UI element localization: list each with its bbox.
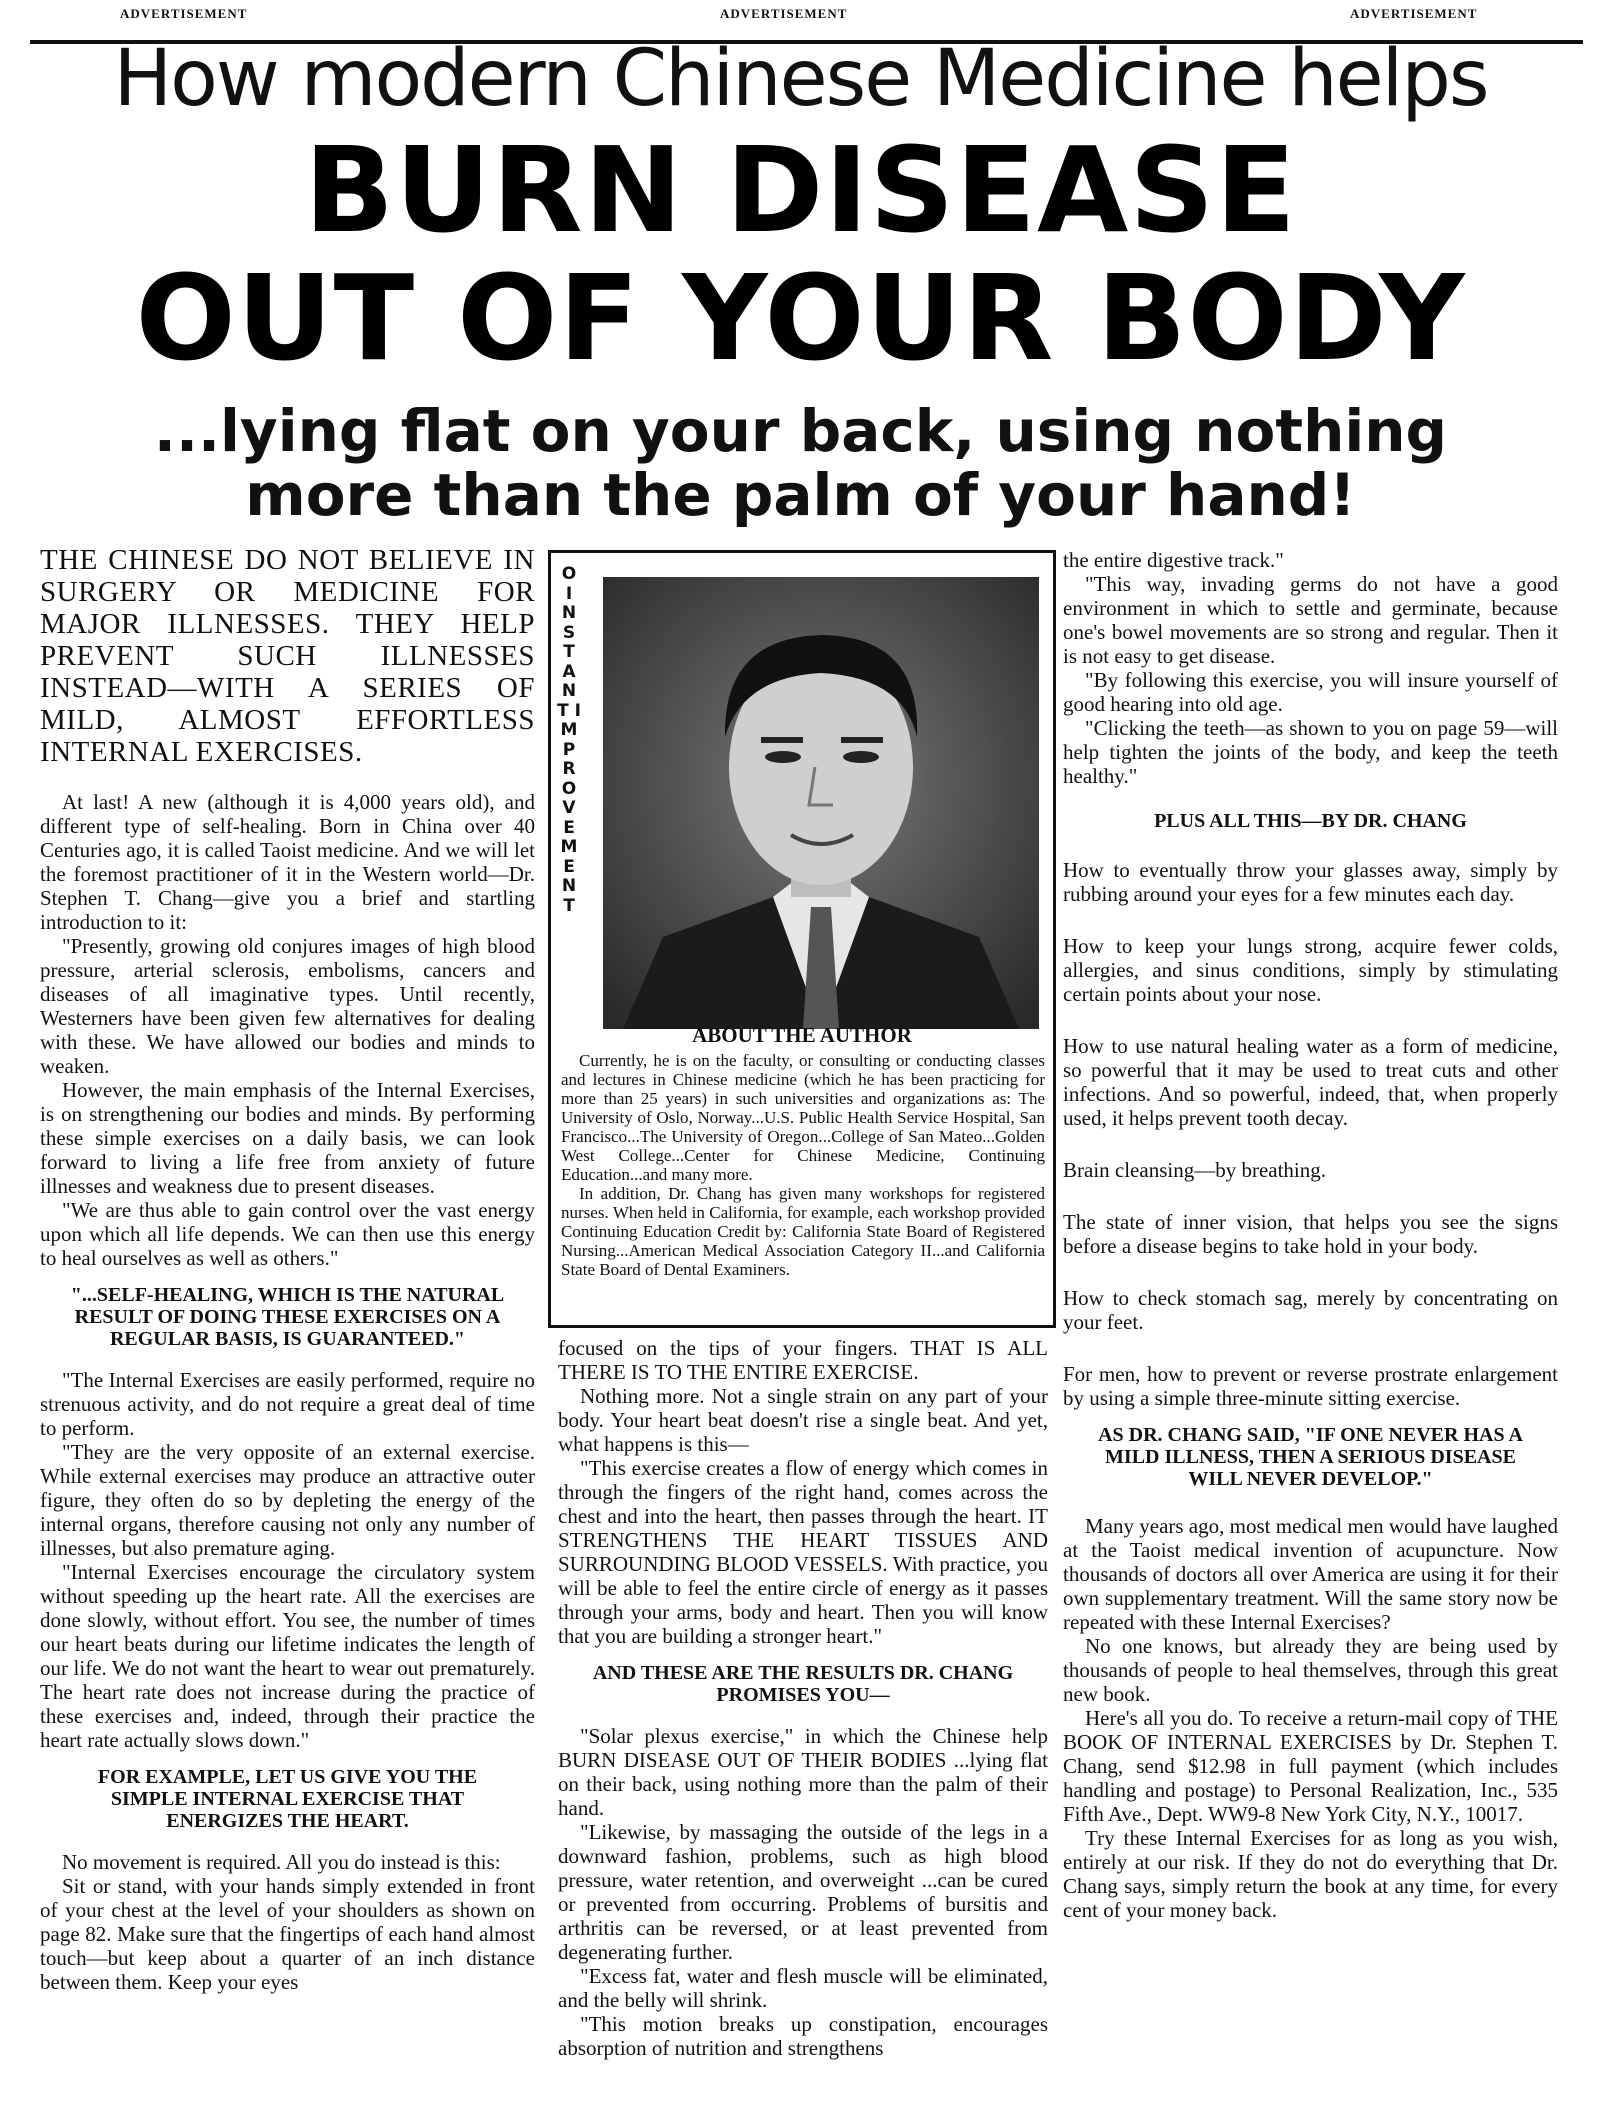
list-item: Brain cleansing—by breathing. bbox=[1063, 1158, 1327, 1182]
paragraph: "Likewise, by massaging the outside of the legs in a downward fashion, problems, such as high blood pressure, water retention, and overweight ...can be cured or prevented from occurring. Problems of bursitis and arthritis can be reversed, or at least prevented from degenerating further. bbox=[558, 1820, 1048, 1964]
intro-caps: THE CHINESE DO NOT BELIEVE IN SURGERY OR MEDICINE FOR MAJOR ILLNESSES. THEY HELP PREVENT SUCH ILLNESSES INSTEAD—WITH A SERIES OF MILD, ALMOST EFFORTLESS INTERNAL EXERCISES. bbox=[40, 544, 535, 768]
subheading: AND THESE ARE THE RESULTS DR. CHANG PROMISES YOU— bbox=[592, 1662, 1014, 1706]
paragraph: Currently, he is on the faculty, or consulting or conducting classes and lectures in Chinese medicine (which he has been practicing for more than 25 years) in such universities and organizations as: The University of Oslo, Norway...U.S. Public Health Service Hospital, San Francisco...The University of Oregon...College of San Mateo...Golden West College...Center for Chinese Medicine, Continuing Education...and many more. bbox=[561, 1051, 1045, 1184]
paragraph: "We are thus able to gain control over the vast energy upon which all life depends. We can then use this energy to heal ourselves as well as others." bbox=[40, 1198, 535, 1270]
paragraph: "Clicking the teeth—as shown to you on page 59—will help tighten the joints of the body, and keep the teeth healthy." bbox=[1063, 716, 1558, 788]
list-item: How to eventually throw your glasses away, simply by rubbing around your eyes for a few minutes each day. bbox=[1063, 858, 1558, 906]
paragraph: "They are the very opposite of an external exercise. While external exercises may produce an attractive outer figure, they often do so by depleting the energy of the internal organs, therefore causing not only any number of illnesses, but also premature aging. bbox=[40, 1440, 535, 1560]
author-portrait-image bbox=[603, 577, 1039, 1029]
subheading: FOR EXAMPLE, LET US GIVE YOU THE SIMPLE INTERNAL EXERCISE THAT ENERGIZES THE HEART. bbox=[97, 1766, 478, 1832]
paragraph: No one knows, but already they are being used by thousands of people to heal themselves, through this great new book. bbox=[1063, 1634, 1558, 1706]
list-item: For men, how to prevent or reverse prostrate enlargement by using a simple three-minute sitting exercise. bbox=[1063, 1362, 1558, 1410]
subheadline-line2: more than the palm of your hand! bbox=[245, 461, 1356, 529]
ad-label-center: ADVERTISEMENT bbox=[720, 6, 848, 21]
paragraph: "This motion breaks up constipation, encourages absorption of nutrition and strengthens bbox=[558, 2012, 1048, 2060]
paragraph: Nothing more. Not a single strain on any part of your body. Your heart beat doesn't rise a single beat. And yet, what happens is this— bbox=[558, 1384, 1048, 1456]
paragraph: However, the main emphasis of the Internal Exercises, is on strengthening our bodies and minds. By performing these simple exercises on a daily basis, we can look forward to living a life free from anxiety of future illnesses and weakness due to present diseases. bbox=[40, 1078, 535, 1198]
paragraph: Many years ago, most medical men would have laughed at the Taoist medical invention of acupuncture. Now thousands of doctors all over America are using it for their own supplementary treatment. Will the same story now be repeated with these Internal Exercises? bbox=[1063, 1514, 1558, 1634]
paragraph: "This exercise creates a flow of energy which comes in through the fingers of the right hand, comes across the chest and into the heart, then passes through the heart. IT STRENGTHENS THE HEART TISSUES AND SURROUNDING BLOOD VESSELS. With practice, you will be able to feel the entire circle of energy as it passes through your arms, body and heart. Then you will know that you are building a stronger heart." bbox=[558, 1456, 1048, 1648]
subheading: AS DR. CHANG SAID, "IF ONE NEVER HAS A MILD ILLNESS, THEN A SERIOUS DISEASE WILL NEVER DEVELOP." bbox=[1098, 1424, 1523, 1490]
column-left bbox=[40, 544, 535, 1994]
ad-label-left: ADVERTISEMENT bbox=[120, 6, 248, 21]
paragraph: "Solar plexus exercise," in which the Chinese help BURN DISEASE OUT OF THEIR BODIES ...lying flat on their back, using nothing more than the palm of their hand. bbox=[558, 1724, 1048, 1820]
paragraph: "The Internal Exercises are easily performed, require no strenuous activity, and do not require a great deal of time to perform. bbox=[40, 1368, 535, 1440]
list-item: How to use natural healing water as a form of medicine, so powerful that it may be used to treat cuts and other infections. And so powerful, indeed, that, when properly used, it helps prevent tooth decay. bbox=[1063, 1034, 1558, 1130]
subheading: PLUS ALL THIS—BY DR. CHANG bbox=[1154, 810, 1467, 832]
subheading: "...SELF-HEALING, WHICH IS THE NATURAL RESULT OF DOING THESE EXERCISES ON A REGULAR BASIS, IS GUARANTEED." bbox=[70, 1284, 505, 1350]
paragraph: "This way, invading germs do not have a good environment in which to settle and germinate, because one's bowel movements are so strong and regular. Then it is not easy to get disease. bbox=[1063, 572, 1558, 668]
paragraph: Sit or stand, with your hands simply extended in front of your chest at the level of your shoulders as shown on page 82. Make sure that the fingertips of each hand almost touch—but keep about a quarter of an inch distance between them. Keep your eyes bbox=[40, 1874, 535, 1994]
paragraph: In addition, Dr. Chang has given many workshops for registered nurses. When held in California, for example, each workshop provided Continuing Education Credit by: California State Board of Registered Nursing...American Medical Association Category II...and California State Board of Dental Examiners. bbox=[561, 1184, 1045, 1279]
paragraph: At last! A new (although it is 4,000 years old), and different type of self-healing. Born in China over 40 Centuries ago, it is called Taoist medicine. And we will let the foremost practitioner of it in the Western world—Dr. Stephen T. Chang—give you a brief and startling introduction to it: bbox=[40, 790, 535, 934]
paragraph: "By following this exercise, you will insure yourself of good hearing into old age. bbox=[1063, 668, 1558, 716]
paragraph: focused on the tips of your fingers. THAT IS ALL THERE IS TO THE ENTIRE EXERCISE. bbox=[558, 1336, 1048, 1384]
paragraph: Try these Internal Exercises for as long as you wish, entirely at our risk. If they do not do everything that Dr. Chang says, simply return the book at any time, for every cent of your money back. bbox=[1063, 1826, 1558, 1922]
headline-line3: OUT OF YOUR BODY bbox=[135, 249, 1466, 387]
column-middle bbox=[558, 1336, 1048, 2060]
list-item: How to keep your lungs strong, acquire fewer colds, allergies, and sinus conditions, simply by stimulating certain points about your nose. bbox=[1063, 934, 1558, 1006]
about-author-title: ABOUT THE AUTHOR bbox=[692, 1023, 912, 1047]
paragraph: "Internal Exercises encourage the circulatory system without speeding up the heart rate. All the exercises are done slowly, without effort. You see, the number of times our heart beats during our lifetime indicates the length of our life. We do not want the heart to wear out prematurely. The heart rate does not increase during the practice of these exercises and, indeed, through their practice the heart rate actually slows down." bbox=[40, 1560, 535, 1752]
headline-line2: BURN DISEASE bbox=[304, 121, 1297, 259]
paragraph: "Excess fat, water and flesh muscle will be eliminated, and the belly will shrink. bbox=[558, 1964, 1048, 2012]
list-item: The state of inner vision, that helps you see the signs before a disease begins to take hold in your body. bbox=[1063, 1210, 1558, 1258]
headline-line1: How modern Chinese Medicine helps bbox=[113, 34, 1488, 124]
paragraph: Here's all you do. To receive a return-mail copy of THE BOOK OF INTERNAL EXERCISES by Dr. Stephen T. Chang, send $12.98 in full payment (which includes handling and postage) to Personal Realization, Inc., 535 Fifth Ave., Dept. WW9-8 New York City, N.Y., 10017. bbox=[1063, 1706, 1558, 1826]
paragraph: No movement is required. All you do instead is this: bbox=[62, 1850, 501, 1874]
ad-label-right: ADVERTISEMENT bbox=[1350, 6, 1478, 21]
about-author-body bbox=[561, 1051, 1045, 1279]
subheadline-line1: ...lying flat on your back, using nothing bbox=[153, 397, 1448, 465]
column-right bbox=[1063, 548, 1558, 1922]
author-photo bbox=[603, 577, 1039, 1029]
author-box bbox=[548, 550, 1056, 1328]
paragraph: the entire digestive track." bbox=[1063, 548, 1284, 572]
vertical-banner: O I N S T A N T I M P R O V E M E N T bbox=[557, 564, 581, 916]
list-item: How to check stomach sag, merely by concentrating on your feet. bbox=[1063, 1286, 1558, 1334]
paragraph: "Presently, growing old conjures images of high blood pressure, arterial sclerosis, embolisms, cancers and diseases of all imaginative types. Until recently, Westerners have been given few alternatives for dealing with these. We have allowed our bodies and minds to weaken. bbox=[40, 934, 535, 1078]
